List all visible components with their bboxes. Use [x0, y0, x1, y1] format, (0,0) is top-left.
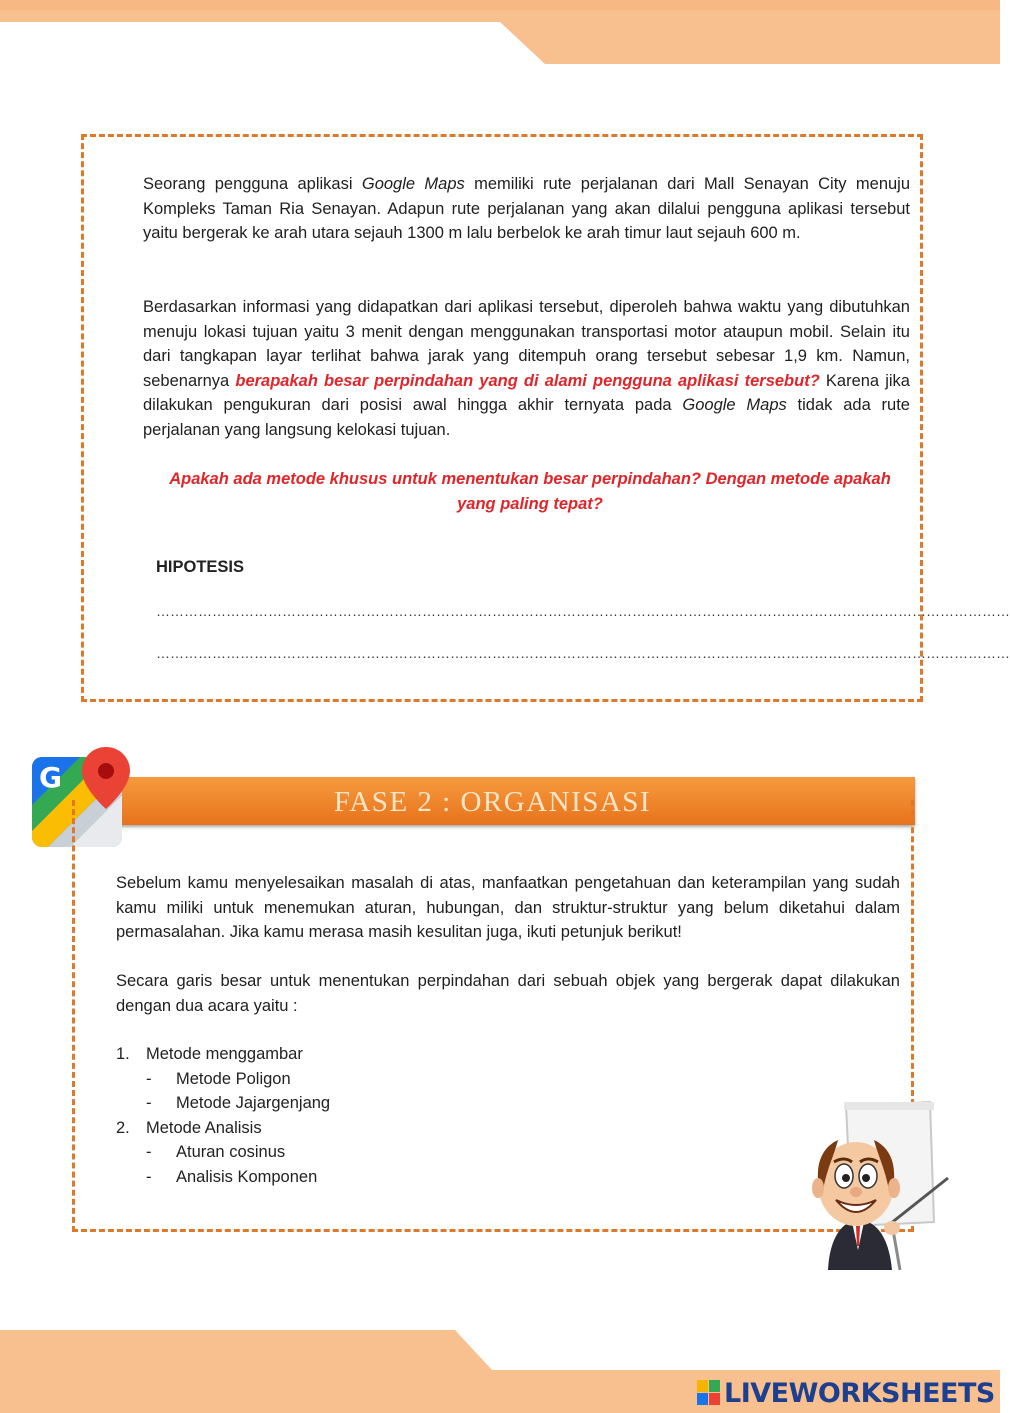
list-label: Metode menggambar [146, 1045, 303, 1063]
list-number: 2. [116, 1118, 130, 1137]
logo-mark-icon [696, 1379, 722, 1407]
svg-text:G: G [39, 761, 62, 794]
hypothesis-heading: HIPOTESIS [156, 558, 245, 576]
list-label: Metode Analisis [146, 1118, 262, 1137]
dash-bullet: - [146, 1167, 152, 1186]
problem-paragraph-2: Berdasarkan informasi yang didapatkan dari aplikasi tersebut, diperoleh bahwa waktu yang dibutuhkan menuju lokasi tujuan yaitu 3 menit dengan menggunakan transportasi motor ataupun mobil. Selain itu dari tangkapan layar terlihat bahwa jarak yang ditempuh orang tersebut sebesar 1,9 km. Namun, sebenarnya berapakah besar perpindahan yang di alami pengguna aplikasi tersebut? Karena jika dilakukan pengukuran dari posisi awal hingga akhir ternyata pada Google Maps tidak ada rute perjalanan yang langsung kelokasi tujuan. [143, 298, 910, 439]
liveworksheets-logo [696, 1376, 995, 1410]
logo-text: LIVEWORKSHEETS [724, 1377, 995, 1409]
dash-bullet: - [146, 1094, 152, 1112]
hypothesis-answer-line-1[interactable]: ………………………………………………………………………………………………………………………………………………………………… [156, 603, 1010, 619]
sub-list-label: Metode Jajargenjang [176, 1094, 331, 1112]
sub-list-label: Metode Poligon [176, 1069, 291, 1088]
teacher-illustration [808, 1100, 958, 1275]
problem-paragraph-1: Seorang pengguna aplikasi Google Maps memiliki rute perjalanan dari Mall Senayan City menuju Kompleks Taman Ria Senayan. Adapun rute perjalanan yang akan dilalui pengguna aplikasi tersebut yaitu bergerak ke arah utara sejauh 1300 m lalu berbelok ke arah timur laut sejauh 600 m. [143, 175, 911, 242]
phase-title: FASE 2 : ORGANISASI [333, 786, 652, 818]
organisation-paragraph-2: Secara garis besar untuk menentukan perpindahan dari sebuah objek yang bergerak dapat dilakukan dengan dua acara yaitu : [116, 972, 900, 1015]
guiding-question: Apakah ada metode khusus untuk menentukan besar perpindahan? Dengan metode apakah yang paling tepat? [169, 470, 891, 513]
sub-list-label: Aturan cosinus [176, 1143, 286, 1161]
sub-list-label: Analisis Komponen [176, 1167, 318, 1186]
dash-bullet: - [146, 1143, 152, 1161]
hypothesis-answer-line-2[interactable]: ………………………………………………………………………………………………………………………………………………………………… [156, 645, 1010, 661]
top-decoration [0, 0, 1000, 64]
dash-bullet: - [146, 1069, 152, 1088]
organisation-paragraph-1: Sebelum kamu menyelesaikan masalah di atas, manfaatkan pengetahuan dan keterampilan yang sudah kamu miliki untuk menemukan aturan, hubungan, dan struktur-struktur yang belum diketahui dalam permasalahan. Jika kamu merasa masih kesulitan juga, ikuti petunjuk berikut! [116, 874, 900, 941]
list-number: 1. [116, 1045, 130, 1063]
